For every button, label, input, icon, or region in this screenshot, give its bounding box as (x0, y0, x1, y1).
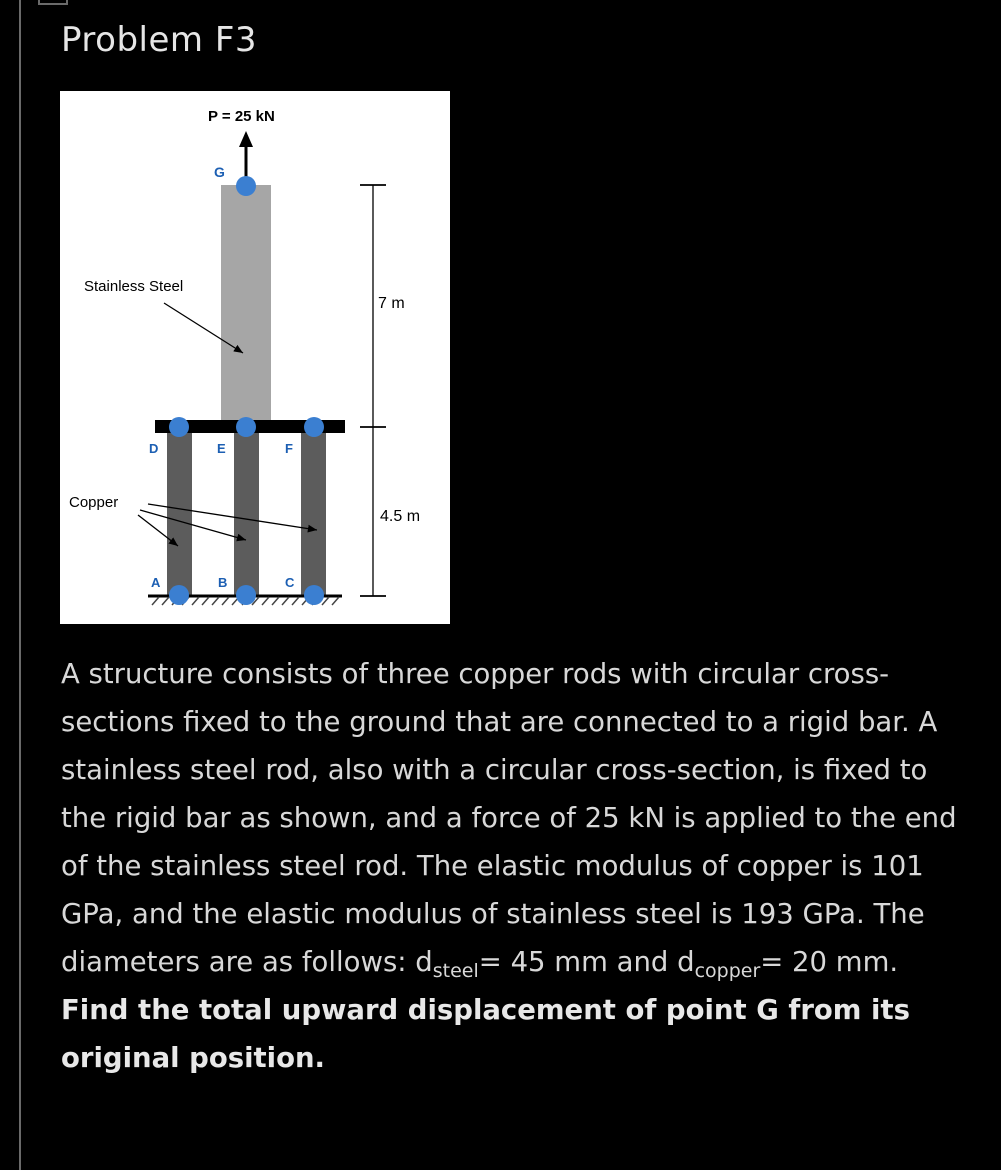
copper-label: Copper (69, 494, 119, 511)
statement-mid: = 45 mm and d (478, 946, 695, 978)
label-b: B (218, 575, 228, 590)
subscript-steel: steel (432, 960, 479, 982)
label-c: C (285, 575, 295, 590)
force-label: P = 25 kN (208, 108, 275, 125)
pin-c (304, 585, 324, 605)
copper-rod-middle (234, 433, 259, 595)
label-e: E (217, 441, 226, 456)
copper-leaders (138, 504, 317, 546)
pin-a (169, 585, 189, 605)
dim-7m-label: 7 m (378, 295, 405, 312)
pin-g (236, 176, 256, 196)
left-border (19, 0, 21, 1170)
pin-b (236, 585, 256, 605)
force-arrow (239, 131, 253, 183)
corner-mark (38, 0, 68, 5)
label-a: A (151, 575, 161, 590)
statement-end: = 20 mm. (760, 946, 899, 978)
dimension-line (360, 185, 386, 596)
pin-d (169, 417, 189, 437)
copper-rod-right (301, 433, 326, 595)
problem-statement (61, 650, 971, 1082)
pin-f (304, 417, 324, 437)
statement-text: A structure consists of three copper rods with circular cross-sections fixed to the ground that are connected to a rigid bar. A stainless steel rod, also with a circular cross-section, is fixed to the rigid bar as shown, and a force of 25 kN is applied to the end of the stainless steel rod. The elastic modulus of copper is 101 GPa, and the elastic modulus of stainless steel is 193 GPa. The diameters are as follows: d (61, 658, 957, 978)
problem-figure (60, 91, 450, 624)
page-title: Problem F3 (61, 20, 258, 60)
label-d: D (149, 441, 159, 456)
copper-rod-left (167, 433, 192, 595)
pin-e (236, 417, 256, 437)
dim-4-5m-label: 4.5 m (380, 508, 421, 525)
steel-rod (221, 185, 271, 423)
subscript-copper: copper (694, 960, 761, 982)
question-text: Find the total upward displacement of point G from its original position. (61, 994, 910, 1074)
label-f: F (285, 441, 293, 456)
steel-label: Stainless Steel (84, 278, 184, 295)
structure-diagram (60, 91, 450, 624)
label-g: G (214, 164, 225, 180)
